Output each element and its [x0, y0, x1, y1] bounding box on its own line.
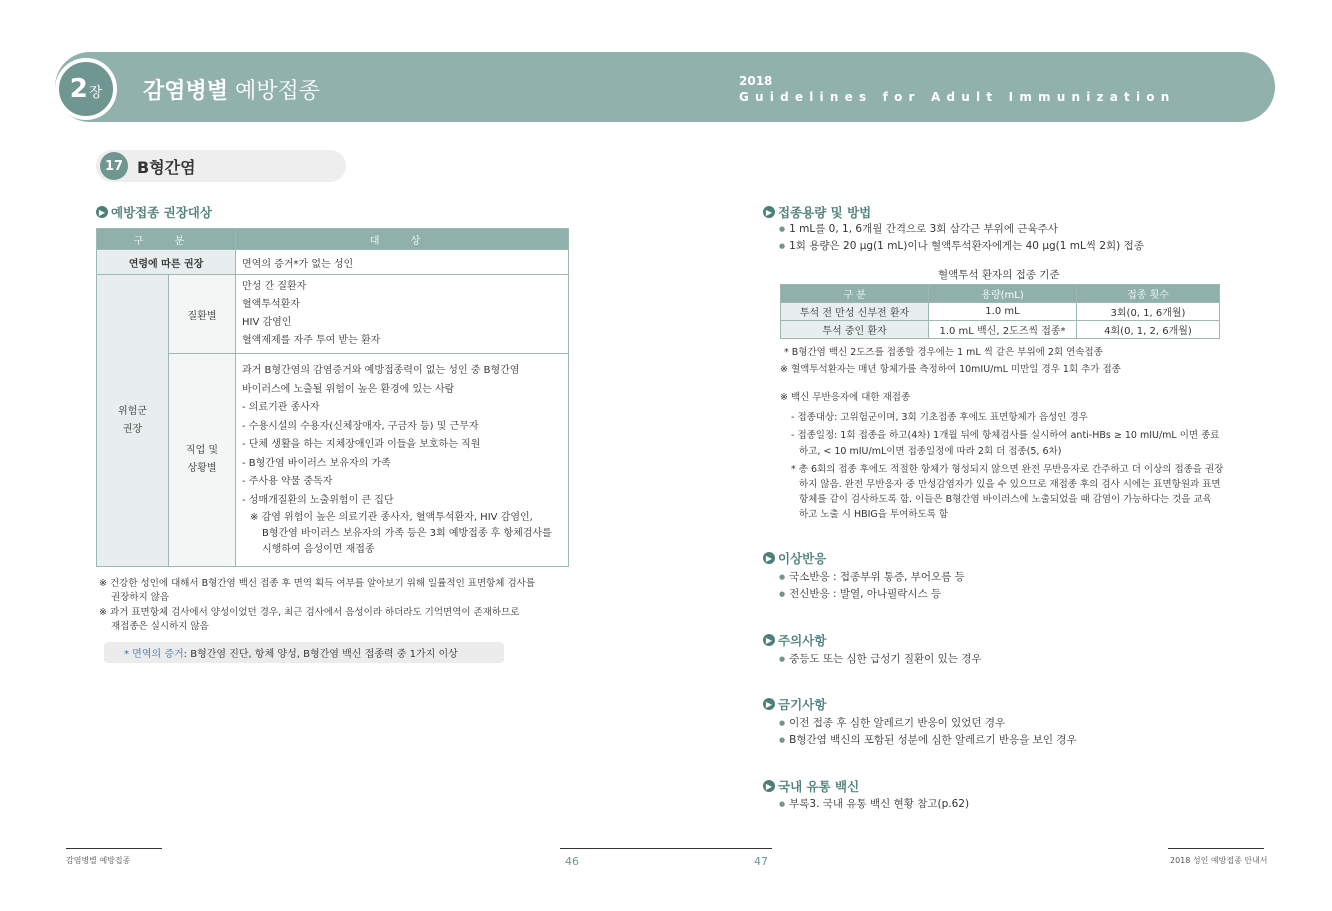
- adverse-heading: [763, 549, 826, 567]
- list-item: ● 중등도 또는 심한 급성기 질환이 있는 경우: [779, 651, 982, 666]
- chevron-right-icon: ▶: [96, 206, 108, 218]
- list-item: 만성 간 질환자: [242, 281, 307, 292]
- dose-heading: [763, 203, 871, 221]
- footer-rule: [560, 848, 772, 849]
- note-line: - 접종대상: 고위험군이며, 3회 기초접종 후에도 표면항체가 음성인 경우: [791, 412, 1088, 423]
- note-line: ※ 감염 위험이 높은 의료기관 종사자, 혈액투석환자, HIV 감염인,: [250, 512, 533, 523]
- footer-rule: [66, 848, 162, 849]
- row-age-label: 연령에 따른 권장: [97, 250, 236, 275]
- disease-items: [236, 275, 569, 354]
- contra-heading: [763, 695, 826, 713]
- target-heading-text: 예방접종 권장대상: [111, 205, 212, 220]
- chevron-right-icon: ▶: [763, 552, 775, 564]
- chapter-title-rest: 예방접종: [228, 79, 321, 104]
- table-header-category: 구 분: [97, 229, 236, 250]
- chevron-right-icon: ▶: [763, 780, 775, 792]
- section-number: 17: [100, 152, 128, 180]
- note-line: * B형간염 백신 2도즈를 접종할 경우에는 1 mL 씩 같은 부위에 2회 연속접종: [784, 347, 1103, 358]
- note-line: ※ 과거 표면항체 검사에서 양성이었던 경우, 최근 검사에서 음성이라 하더라도 기억면역이 존재하므로: [99, 607, 520, 618]
- caution-heading: [763, 631, 826, 649]
- list-item: - 성매개질환의 노출위험이 큰 집단: [242, 494, 394, 506]
- note-line: 하지 않음. 완전 무반응자 중 만성감염자가 있을 수 있으므로 재접종 후의 검사 시에는 표면항원과 표면: [799, 479, 1221, 490]
- note-line: 시행하여 음성이면 재접종: [262, 544, 375, 555]
- list-item: - 수용시설의 수용자(신체장애자, 구금자 등) 및 근무자: [242, 420, 479, 432]
- list-item: ● 국소반응 : 접종부위 통증, 부어오름 등: [779, 569, 965, 584]
- list-item: 혈액투석환자: [242, 299, 300, 310]
- list-item: ● B형간염 백신의 포함된 성분에 심한 알레르기 반응을 보인 경우: [779, 732, 1077, 747]
- footer-right-label: 2018 성인 예방접종 안내서: [1170, 856, 1268, 865]
- list-item: - 주사용 약물 중독자: [242, 476, 333, 487]
- dialysis-header: 접종 횟수: [1077, 285, 1220, 303]
- list-item: ● 부록3. 국내 유통 백신 현황 참고(p.62): [779, 796, 969, 811]
- dialysis-table: [780, 284, 1220, 339]
- note-line: 재접종은 실시하지 않음: [111, 621, 209, 632]
- job-label-line: 직업 및: [185, 445, 219, 456]
- dialysis-cell: 1.0 mL 백신, 2도즈씩 접종*: [929, 321, 1077, 339]
- list-item: ● 1회 용량은 20 μg(1 mL)이나 혈액투석환자에게는 40 μg(1 mL씩 2회) 접종: [779, 238, 1144, 253]
- chapter-title-bold: 감염병별: [143, 79, 229, 104]
- row-age-value: 면역의 증거*가 없는 성인: [236, 250, 569, 275]
- evidence-key: * 면역의 증거: [124, 649, 184, 660]
- section-pill: [96, 150, 346, 182]
- dialysis-cell: 1.0 mL: [929, 303, 1077, 321]
- footer-left-label: 감염병별 예방접종: [66, 856, 131, 865]
- header-guide: Guidelines for Adult Immunization: [739, 90, 1176, 104]
- chevron-right-icon: ▶: [763, 698, 775, 710]
- chevron-right-icon: ▶: [763, 206, 775, 218]
- note-line: - 접종일정: 1회 접종을 하고(4차) 1개월 뒤에 항체검사를 실시하여 anti-HBs ≥ 10 mIU/mL 이면 종료: [791, 430, 1220, 441]
- list-item: HIV 감염인: [242, 317, 292, 328]
- job-note: [242, 510, 562, 558]
- dialysis-cell: 투석 전 만성 신부전 환자: [781, 303, 929, 321]
- risk-label-line: 권장: [122, 423, 143, 435]
- dialysis-table-title: 혈액투석 환자의 접종 기준: [938, 269, 1060, 281]
- evidence-value: : B형간염 진단, 항체 양성, B형간염 백신 접종력 중 1가지 이상: [183, 649, 458, 660]
- list-item: ● 1 mL를 0, 1, 6개월 간격으로 3회 삼각근 부위에 근육주사: [779, 221, 1058, 236]
- dialysis-header: 구 분: [781, 285, 929, 303]
- list-item: ● 전신반응 : 발열, 아나필락시스 등: [779, 586, 941, 601]
- list-item: - B형간염 바이러스 보유자의 가족: [242, 457, 391, 469]
- list-item: 혈액제제를 자주 투여 받는 환자: [242, 335, 381, 346]
- page-number-left: 46: [565, 855, 579, 868]
- dialysis-cell: 투석 중인 환자: [781, 321, 929, 339]
- header-year: 2018: [739, 74, 773, 88]
- note-line: * 총 6회의 접종 후에도 적절한 항체가 형성되지 않으면 완전 무반응자로 간주하고 더 이상의 접종을 권장: [791, 464, 1224, 475]
- job-items: [236, 354, 569, 567]
- note-line: 하고, < 10 mIU/mL이면 접종일정에 따라 2회 더 접종(5, 6차): [799, 446, 1062, 457]
- note-line: ※ 혈액투석환자는 매년 항체가를 측정하여 10mIU/mL 미만일 경우 1회 추가 접종: [780, 364, 1121, 375]
- chapter-suffix: 장: [88, 85, 103, 101]
- note-line: B형간염 바이러스 보유자의 가족 등은 3회 예방접종 후 항체검사를: [262, 528, 552, 539]
- note-line: 권장하지 않음: [111, 592, 170, 603]
- job-label: [169, 354, 236, 567]
- list-item: ● 이전 접종 후 심한 알레르기 반응이 있었던 경우: [779, 715, 1005, 730]
- evidence-note: [104, 642, 504, 663]
- chapter-title: [143, 74, 320, 105]
- chapter-badge: [55, 58, 117, 120]
- chevron-right-icon: ▶: [763, 634, 775, 646]
- note-line: ※ 건강한 성인에 대해서 B형간염 백신 접종 후 면역 획득 여부를 알아보기 위해 일률적인 표면항체 검사를: [99, 578, 536, 589]
- dialysis-header: 용량(mL): [929, 285, 1077, 303]
- domestic-heading: [763, 777, 859, 795]
- list-item: - 의료기관 종사자: [242, 402, 320, 413]
- dose-heading-text: 접종용량 및 방법: [778, 205, 872, 220]
- note-line: 항체를 같이 검사하도록 함. 이들은 B형간염 바이러스에 노출되었을 때 감염이 가능하다는 것을 교육: [799, 494, 1212, 505]
- job-label-line: 상황별: [187, 463, 217, 474]
- contra-heading-text: 금기사항: [778, 697, 827, 712]
- note-line: 하고 노출 시 HBIG을 투여하도록 함: [799, 509, 949, 520]
- risk-group-label: [97, 275, 169, 567]
- dialysis-cell: 4회(0, 1, 2, 6개월): [1077, 321, 1220, 339]
- list-item: 바이러스에 노출될 위험이 높은 환경에 있는 사람: [242, 383, 455, 395]
- page-number-right: 47: [754, 855, 768, 868]
- target-heading: [96, 203, 212, 221]
- caution-heading-text: 주의사항: [778, 633, 827, 648]
- adverse-heading-text: 이상반응: [778, 551, 827, 566]
- domestic-heading-text: 국내 유통 백신: [778, 779, 860, 794]
- list-item: - 단체 생활을 하는 지체장애인과 이들을 보호하는 직원: [242, 439, 481, 450]
- chapter-number: 2: [69, 74, 88, 104]
- table-header-target: 대 상: [236, 229, 569, 250]
- disease-label: 질환별: [169, 275, 236, 354]
- risk-label-line: 위험군: [118, 405, 147, 417]
- section-title: B형간염: [137, 158, 196, 177]
- nonresponder-title: ※ 백신 무반응자에 대한 재접종: [780, 392, 911, 403]
- dialysis-cell: 3회(0, 1, 6개월): [1077, 303, 1220, 321]
- target-table: [96, 228, 569, 567]
- list-item: 과거 B형간염의 감염증거와 예방접종력이 없는 성인 중 B형간염: [242, 365, 520, 376]
- footer-rule: [1168, 848, 1264, 849]
